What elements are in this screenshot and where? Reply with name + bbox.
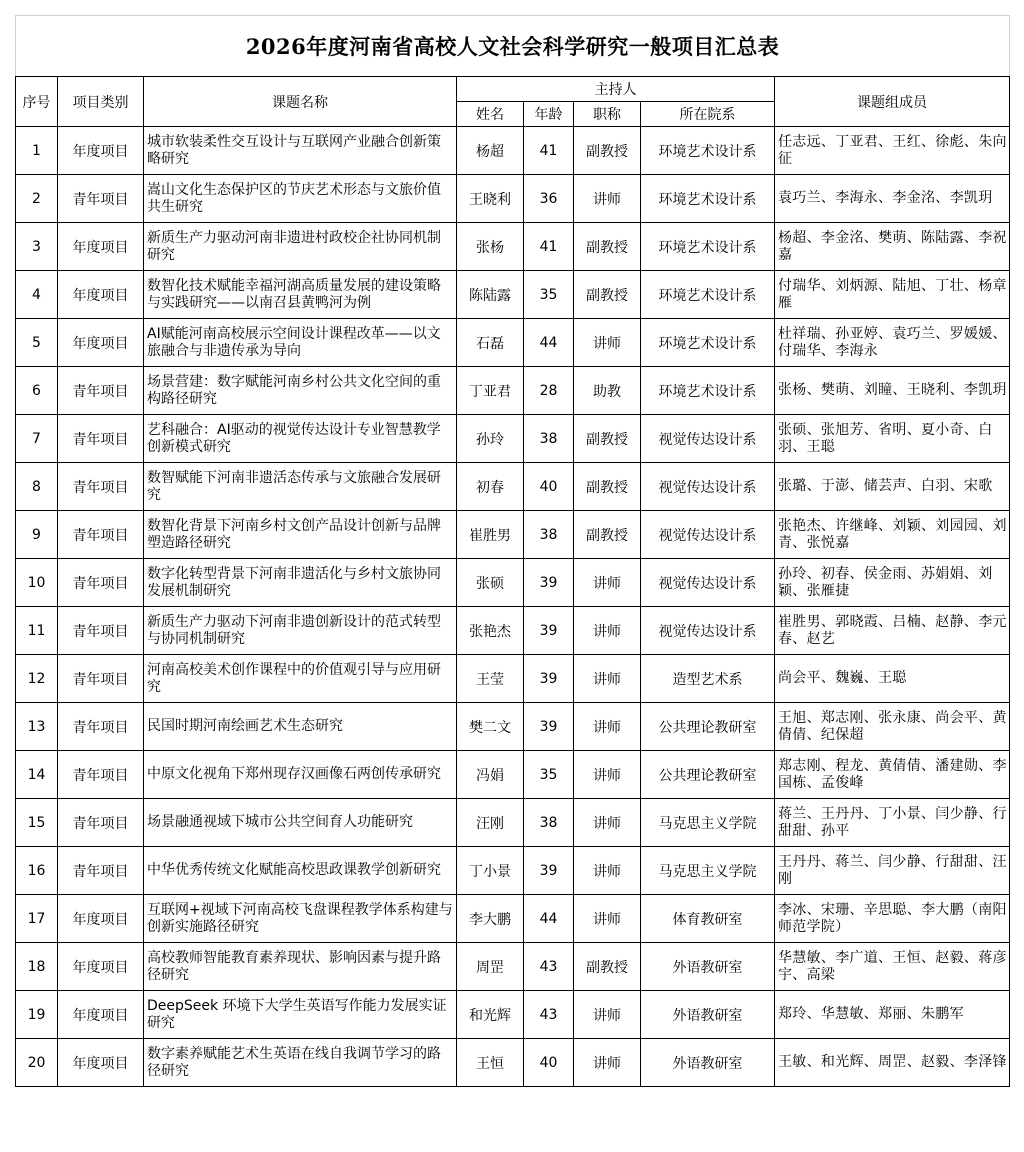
host-name: 孙玲: [457, 415, 524, 463]
host-age: 43: [524, 943, 574, 991]
team-members: 郑玲、华慧敏、郑丽、朱鹏军: [775, 991, 1010, 1039]
header-num: 序号: [16, 77, 58, 127]
project-topic: 数字化转型背景下河南非遗活化与乡村文旅协同发展机制研究: [144, 559, 457, 607]
host-age: 39: [524, 703, 574, 751]
team-members: 郑志刚、程龙、黄倩倩、潘建勋、李国栋、孟俊峰: [775, 751, 1010, 799]
row-number: 9: [16, 511, 58, 559]
host-department: 视觉传达设计系: [641, 463, 775, 511]
host-name: 王莹: [457, 655, 524, 703]
host-rank: 讲师: [574, 175, 641, 223]
table-row: [16, 1039, 1010, 1087]
row-number: 4: [16, 271, 58, 319]
project-category: 青年项目: [58, 511, 144, 559]
project-topic: 新质生产力驱动下河南非遗创新设计的范式转型与协同机制研究: [144, 607, 457, 655]
project-topic: 艺科融合：AI驱动的视觉传达设计专业智慧教学创新模式研究: [144, 415, 457, 463]
host-age: 41: [524, 127, 574, 175]
project-topic: 河南高校美术创作课程中的价值观引导与应用研究: [144, 655, 457, 703]
host-age: 38: [524, 511, 574, 559]
host-name: 杨超: [457, 127, 524, 175]
table-row: [16, 415, 1010, 463]
header-rank: 职称: [574, 102, 641, 127]
host-age: 39: [524, 847, 574, 895]
host-name: 陈陆露: [457, 271, 524, 319]
project-category: 青年项目: [58, 751, 144, 799]
host-department: 外语教研室: [641, 1039, 775, 1087]
row-number: 11: [16, 607, 58, 655]
team-members: 李冰、宋珊、辛思聪、李大鹏（南阳师范学院）: [775, 895, 1010, 943]
row-number: 8: [16, 463, 58, 511]
host-age: 36: [524, 175, 574, 223]
row-number: 3: [16, 223, 58, 271]
host-department: 外语教研室: [641, 943, 775, 991]
row-number: 18: [16, 943, 58, 991]
project-category: 年度项目: [58, 223, 144, 271]
project-topic: 数智赋能下河南非遗活态传承与文旅融合发展研究: [144, 463, 457, 511]
project-topic: AI赋能河南高校展示空间设计课程改革——以文旅融合与非遗传承为导向: [144, 319, 457, 367]
row-number: 16: [16, 847, 58, 895]
host-name: 初春: [457, 463, 524, 511]
project-category: 青年项目: [58, 607, 144, 655]
table-row: [16, 127, 1010, 175]
team-members: 杨超、李金洺、樊萌、陈陆露、李祝嘉: [775, 223, 1010, 271]
host-rank: 讲师: [574, 655, 641, 703]
host-department: 外语教研室: [641, 991, 775, 1039]
host-department: 马克思主义学院: [641, 847, 775, 895]
row-number: 6: [16, 367, 58, 415]
host-name: 李大鹏: [457, 895, 524, 943]
project-category: 年度项目: [58, 127, 144, 175]
project-category: 年度项目: [58, 319, 144, 367]
host-name: 张杨: [457, 223, 524, 271]
table-row: [16, 895, 1010, 943]
project-topic: 互联网+视域下河南高校飞盘课程教学体系构建与创新实施路径研究: [144, 895, 457, 943]
project-category: 青年项目: [58, 415, 144, 463]
project-topic: 数字素养赋能艺术生英语在线自我调节学习的路径研究: [144, 1039, 457, 1087]
team-members: 蒋兰、王丹丹、丁小景、闫少静、行甜甜、孙平: [775, 799, 1010, 847]
header-dept: 所在院系: [641, 102, 775, 127]
host-age: 35: [524, 271, 574, 319]
host-name: 和光辉: [457, 991, 524, 1039]
host-department: 环境艺术设计系: [641, 175, 775, 223]
host-rank: 副教授: [574, 127, 641, 175]
host-name: 冯娟: [457, 751, 524, 799]
table-row: [16, 175, 1010, 223]
host-age: 39: [524, 559, 574, 607]
table-body: [16, 127, 1010, 1087]
host-rank: 讲师: [574, 703, 641, 751]
row-number: 13: [16, 703, 58, 751]
host-age: 39: [524, 655, 574, 703]
host-name: 丁小景: [457, 847, 524, 895]
host-department: 环境艺术设计系: [641, 367, 775, 415]
host-age: 35: [524, 751, 574, 799]
header-host: 主持人: [457, 77, 775, 102]
row-number: 12: [16, 655, 58, 703]
project-category: 年度项目: [58, 271, 144, 319]
header-category: 项目类别: [58, 77, 144, 127]
project-topic: 场景营建：数字赋能河南乡村公共文化空间的重构路径研究: [144, 367, 457, 415]
host-rank: 副教授: [574, 943, 641, 991]
team-members: 尚会平、魏巍、王聪: [775, 655, 1010, 703]
team-members: 袁巧兰、李海永、李金洺、李凯玥: [775, 175, 1010, 223]
team-members: 华慧敏、李广道、王恒、赵毅、蒋彦宇、高梁: [775, 943, 1010, 991]
host-name: 周罡: [457, 943, 524, 991]
project-category: 青年项目: [58, 559, 144, 607]
project-category: 青年项目: [58, 799, 144, 847]
host-name: 崔胜男: [457, 511, 524, 559]
project-topic: 场景融通视域下城市公共空间育人功能研究: [144, 799, 457, 847]
host-rank: 助教: [574, 367, 641, 415]
host-rank: 讲师: [574, 751, 641, 799]
table-row: [16, 559, 1010, 607]
summary-sheet: [15, 15, 1009, 1087]
host-name: 汪刚: [457, 799, 524, 847]
host-name: 张艳杰: [457, 607, 524, 655]
host-name: 王恒: [457, 1039, 524, 1087]
row-number: 19: [16, 991, 58, 1039]
host-department: 公共理论教研室: [641, 751, 775, 799]
table-row: [16, 799, 1010, 847]
host-rank: 讲师: [574, 559, 641, 607]
project-topic: 高校教师智能教育素养现状、影响因素与提升路径研究: [144, 943, 457, 991]
host-age: 28: [524, 367, 574, 415]
project-topic: 数智化背景下河南乡村文创产品设计创新与品牌塑造路径研究: [144, 511, 457, 559]
host-department: 视觉传达设计系: [641, 559, 775, 607]
host-rank: 讲师: [574, 1039, 641, 1087]
host-rank: 讲师: [574, 895, 641, 943]
row-number: 1: [16, 127, 58, 175]
team-members: 张璐、于澎、储芸声、白羽、宋歌: [775, 463, 1010, 511]
project-category: 年度项目: [58, 1039, 144, 1087]
team-members: 付瑞华、刘炳源、陆旭、丁壮、杨章雁: [775, 271, 1010, 319]
host-age: 38: [524, 415, 574, 463]
team-members: 崔胜男、郭晓霞、吕楠、赵静、李元春、赵艺: [775, 607, 1010, 655]
team-members: 张硕、张旭芳、省明、夏小奇、白羽、王聪: [775, 415, 1010, 463]
table-row: [16, 463, 1010, 511]
host-department: 环境艺术设计系: [641, 223, 775, 271]
table-row: [16, 319, 1010, 367]
host-rank: 讲师: [574, 607, 641, 655]
row-number: 7: [16, 415, 58, 463]
project-summary-table: [15, 15, 1010, 1087]
table-row: [16, 607, 1010, 655]
row-number: 20: [16, 1039, 58, 1087]
host-department: 环境艺术设计系: [641, 127, 775, 175]
host-name: 石磊: [457, 319, 524, 367]
host-department: 视觉传达设计系: [641, 607, 775, 655]
project-category: 青年项目: [58, 463, 144, 511]
team-members: 孙玲、初春、侯金雨、苏娟娟、刘颖、张雁捷: [775, 559, 1010, 607]
row-number: 5: [16, 319, 58, 367]
host-rank: 讲师: [574, 847, 641, 895]
host-name: 樊二文: [457, 703, 524, 751]
host-rank: 讲师: [574, 319, 641, 367]
project-category: 青年项目: [58, 703, 144, 751]
team-members: 张杨、樊萌、刘瞳、王晓利、李凯玥: [775, 367, 1010, 415]
team-members: 王丹丹、蒋兰、闫少静、行甜甜、汪刚: [775, 847, 1010, 895]
header-members: 课题组成员: [775, 77, 1010, 127]
team-members: 任志远、丁亚君、王红、徐彪、朱向征: [775, 127, 1010, 175]
host-department: 体育教研室: [641, 895, 775, 943]
host-department: 环境艺术设计系: [641, 319, 775, 367]
table-row: [16, 223, 1010, 271]
row-number: 10: [16, 559, 58, 607]
host-department: 马克思主义学院: [641, 799, 775, 847]
host-name: 王晓利: [457, 175, 524, 223]
table-row: [16, 511, 1010, 559]
host-age: 40: [524, 463, 574, 511]
table-row: [16, 271, 1010, 319]
project-topic: DeepSeek 环境下大学生英语写作能力发展实证研究: [144, 991, 457, 1039]
project-topic: 中原文化视角下郑州现存汉画像石两创传承研究: [144, 751, 457, 799]
row-number: 15: [16, 799, 58, 847]
host-rank: 副教授: [574, 511, 641, 559]
host-department: 造型艺术系: [641, 655, 775, 703]
project-topic: 嵩山文化生态保护区的节庆艺术形态与文旅价值共生研究: [144, 175, 457, 223]
host-age: 40: [524, 1039, 574, 1087]
table-row: [16, 991, 1010, 1039]
host-rank: 讲师: [574, 799, 641, 847]
team-members: 杜祥瑞、孙亚婷、袁巧兰、罗媛媛、付瑞华、李海永: [775, 319, 1010, 367]
table-row: [16, 703, 1010, 751]
team-members: 王敏、和光辉、周罡、赵毅、李泽锋: [775, 1039, 1010, 1087]
row-number: 17: [16, 895, 58, 943]
host-rank: 副教授: [574, 415, 641, 463]
header-topic: 课题名称: [144, 77, 457, 127]
table-row: [16, 367, 1010, 415]
table-row: [16, 847, 1010, 895]
host-name: 张硕: [457, 559, 524, 607]
project-category: 青年项目: [58, 175, 144, 223]
host-department: 公共理论教研室: [641, 703, 775, 751]
team-members: 王旭、郑志刚、张永康、尚会平、黄倩倩、纪保超: [775, 703, 1010, 751]
host-name: 丁亚君: [457, 367, 524, 415]
header-name: 姓名: [457, 102, 524, 127]
host-age: 44: [524, 895, 574, 943]
host-rank: 副教授: [574, 223, 641, 271]
project-category: 青年项目: [58, 847, 144, 895]
table-row: [16, 655, 1010, 703]
project-category: 青年项目: [58, 367, 144, 415]
project-topic: 新质生产力驱动河南非遗进村政校企社协同机制研究: [144, 223, 457, 271]
project-topic: 民国时期河南绘画艺术生态研究: [144, 703, 457, 751]
host-age: 43: [524, 991, 574, 1039]
host-rank: 副教授: [574, 463, 641, 511]
project-topic: 数智化技术赋能幸福河湖高质量发展的建设策略与实践研究——以南召县黄鸭河为例: [144, 271, 457, 319]
project-category: 年度项目: [58, 895, 144, 943]
host-department: 环境艺术设计系: [641, 271, 775, 319]
project-topic: 城市软装柔性交互设计与互联网产业融合创新策略研究: [144, 127, 457, 175]
project-category: 青年项目: [58, 655, 144, 703]
host-rank: 讲师: [574, 991, 641, 1039]
header-age: 年龄: [524, 102, 574, 127]
host-department: 视觉传达设计系: [641, 511, 775, 559]
project-category: 年度项目: [58, 991, 144, 1039]
host-rank: 副教授: [574, 271, 641, 319]
row-number: 2: [16, 175, 58, 223]
table-title: 2026年度河南省高校人文社会科学研究一般项目汇总表: [16, 16, 1010, 77]
team-members: 张艳杰、许继峰、刘颖、刘园园、刘青、张悦嘉: [775, 511, 1010, 559]
host-age: 41: [524, 223, 574, 271]
project-category: 年度项目: [58, 943, 144, 991]
host-age: 39: [524, 607, 574, 655]
table-row: [16, 943, 1010, 991]
project-topic: 中华优秀传统文化赋能高校思政课教学创新研究: [144, 847, 457, 895]
host-age: 44: [524, 319, 574, 367]
host-age: 38: [524, 799, 574, 847]
host-department: 视觉传达设计系: [641, 415, 775, 463]
row-number: 14: [16, 751, 58, 799]
table-row: [16, 751, 1010, 799]
